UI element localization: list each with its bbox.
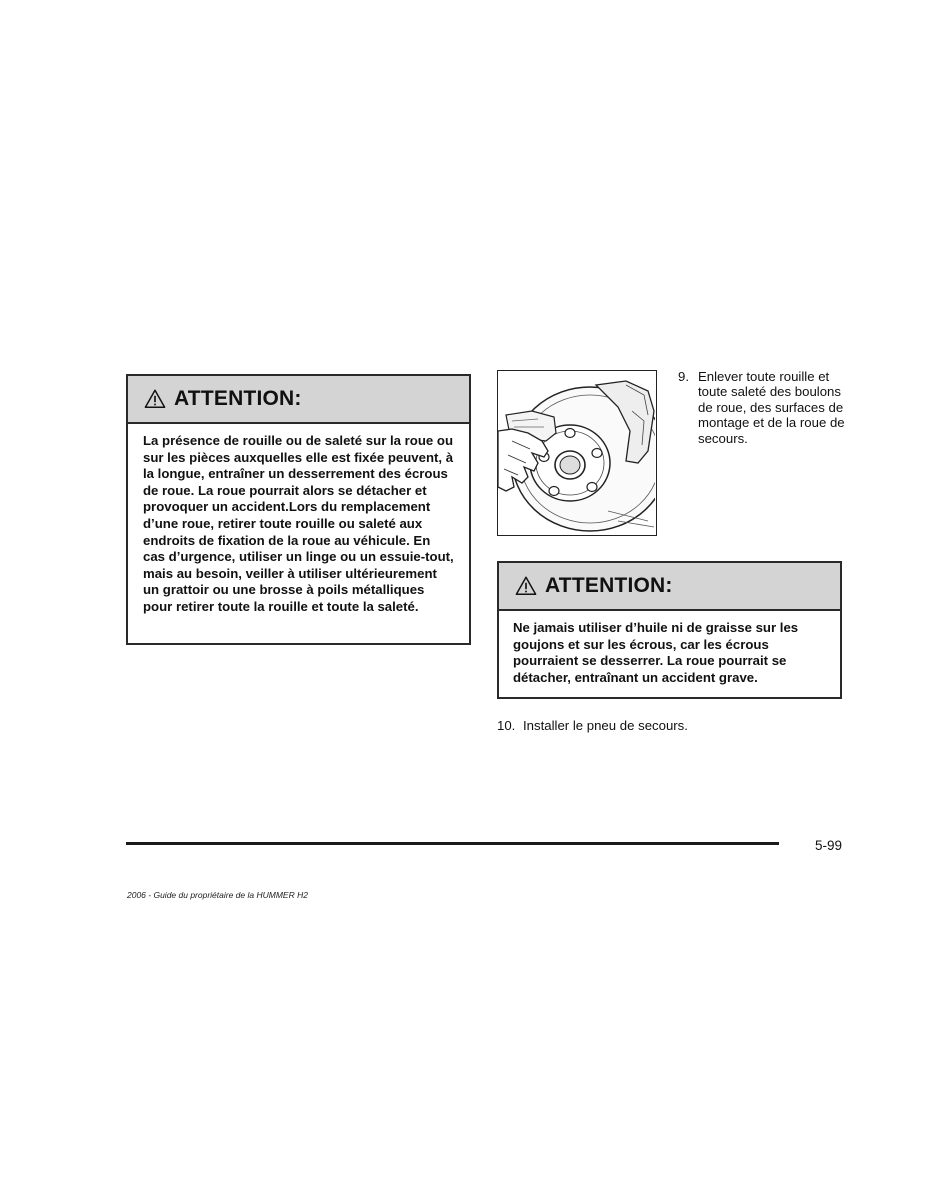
caution-box-grease bbox=[497, 561, 842, 699]
page-number: 5-99 bbox=[814, 838, 842, 853]
caution-box-rust bbox=[126, 374, 471, 645]
footer-note: 2006 - Guide du propriétaire de la HUMMER H2 bbox=[127, 890, 308, 900]
caution-header bbox=[499, 563, 840, 611]
warning-triangle-icon bbox=[515, 575, 537, 597]
caution-title: ATTENTION: bbox=[545, 574, 673, 597]
footer-rule bbox=[126, 842, 779, 845]
caution-header bbox=[128, 376, 469, 424]
step-9 bbox=[678, 369, 848, 446]
step-text: Enlever toute rouille et toute saleté des boulons de roue, des surfaces de montage et de la roue de secours. bbox=[698, 369, 845, 446]
wheel-hub-cleaning-illustration bbox=[497, 370, 657, 536]
step-10 bbox=[497, 718, 837, 733]
caution-body-text: Ne jamais utiliser d’huile ni de graisse sur les goujons et sur les écrous, car les écrous pourraient se desserrer. La roue pourrait se détacher, entraînant un accident grave. bbox=[513, 620, 799, 685]
warning-triangle-icon bbox=[144, 388, 166, 410]
step-number: 9. bbox=[678, 369, 689, 384]
caution-body-text: La présence de rouille ou de saleté sur la roue ou sur les pièces auxquelles elle est fixée peuvent, à la longue, entraîner un desserrement des écrous de roue. La roue pourrait alors se détacher et provoquer un accident.Lors du remplacement d’une roue, retirer toute rouille ou saleté aux endroits de fixation de la roue au véhicule. En cas d’urgence, utiliser un linge ou un essuie-tout, mais au besoin, veiller à utiliser ultérieurement un grattoir ou une brosse à poils métalliques pour retirer toute la rouille et toute la saleté. bbox=[143, 433, 454, 614]
wheel-hub-drawing bbox=[498, 371, 655, 534]
step-text: Installer le pneu de secours. bbox=[523, 718, 688, 733]
step-number: 10. bbox=[497, 718, 516, 733]
caution-title: ATTENTION: bbox=[174, 387, 302, 410]
